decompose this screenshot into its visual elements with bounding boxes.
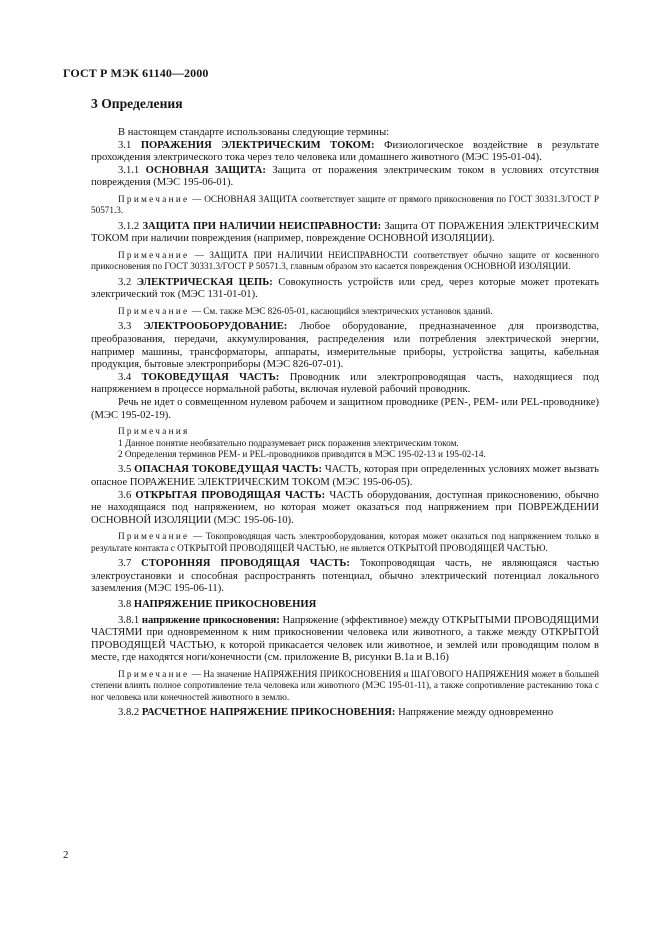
- note-3-6: Примечание — Токопроводящая часть электрооборудования, которая может оказаться под напряжением только в результате контакта с ОТКРЫТОЙ ПРОВОДЯЩЕЙ ЧАСТЬЮ, не является ОТКРЫТОЙ ПРОВОДЯЩЕЙ ЧАСТЬЮ.: [91, 531, 599, 553]
- definitions-body: [91, 127, 599, 720]
- intro-paragraph: В настоящем стандарте использованы следующие термины:: [118, 127, 390, 138]
- note-3-2: Примечание — См. также МЭС 826-05-01, касающийся электрических установок зданий.: [118, 305, 493, 316]
- definition-3-1-2: 3.1.2 ЗАЩИТА ПРИ НАЛИЧИИ НЕИСПРАВНОСТИ: Защита ОТ ПОРАЖЕНИЯ ЭЛЕКТРИЧЕСКИМ ТОКОМ при наличии повреждения (например, повреждение ОСНОВНОЙ ИЗОЛЯЦИИ).: [91, 220, 600, 245]
- note-line: 2 Определения терминов PEM- и PEL-проводников приводятся в МЭС 195-02-13 и 195-02-14.: [118, 448, 486, 459]
- term: ЭЛЕКТРООБОРУДОВАНИЕ:: [143, 321, 288, 333]
- definition-3-4: 3.4 ТОКОВЕДУЩАЯ ЧАСТЬ: Проводник или электропроводящая часть, находящиеся под напряжением в процессе нормальной работы, включая нулевой рабочий проводник.: [91, 371, 599, 396]
- definition-3-5: 3.5 ОПАСНАЯ ТОКОВЕДУЩАЯ ЧАСТЬ: ЧАСТЬ, которая при определенных условиях может вызвать опасное ПОРАЖЕНИЕ ЭЛЕКТРИЧЕСКИМ ТОКОМ (МЭС 195-06-05).: [91, 464, 599, 488]
- definition-3-8-1: 3.8.1 напряжение прикосновения: Напряжение (эффективное) между ОТКРЫТЫМИ ПРОВОДЯЩИМИ ЧАСТЯМИ при одновременном к ним прикосновении человека или животного, а также между ОТКРЫТОЙ ПРОВОДЯЩЕЙ ЧАСТЬЮ, к которой прикасается человек или животное, и землей или проводящим полом в месте, где находятся ноги/конечности (см. приложение В, рисунки В.1а и В.1б): [91, 614, 599, 664]
- definition-3-1-1: 3.1.1 ОСНОВНАЯ ЗАЩИТА: Защита от поражения электрическим током в условиях отсутствия повреждения (МЭС 195-06-01).: [91, 164, 600, 189]
- definition-3-8: 3.8 НАПРЯЖЕНИЕ ПРИКОСНОВЕНИЯ: [118, 598, 317, 610]
- term: ЗАЩИТА ПРИ НАЛИЧИИ НЕИСПРАВНОСТИ:: [142, 220, 382, 232]
- definition-3-8-2: 3.8.2 РАСЧЕТНОЕ НАПРЯЖЕНИЕ ПРИКОСНОВЕНИЯ: Напряжение между одновременно: [118, 707, 554, 719]
- note-3-1-2: Примечание — ЗАЩИТА ПРИ НАЛИЧИИ НЕИСПРАВНОСТИ соответствует обычно защите от косвенного прикосновения по ГОСТ 30331.3/ГОСТ Р 50571.3, главным образом это касается повреждения ОСНОВНОЙ ИЗОЛЯЦИИ.: [91, 249, 599, 272]
- document-header: ГОСТ Р МЭК 61140—2000: [63, 66, 209, 80]
- definition-3-2: 3.2 ЭЛЕКТРИЧЕСКАЯ ЦЕПЬ: Совокупность устройств или сред, через которые может протекать электрический ток (МЭС 131-01-01).: [91, 276, 599, 301]
- term: ЭЛЕКТРИЧЕСКАЯ ЦЕПЬ:: [136, 276, 273, 288]
- definition-3-1: 3.1 ПОРАЖЕНИЯ ЭЛЕКТРИЧЕСКИМ ТОКОМ: Физиологическое воздействие в результате прохождения электрического тока через тело человека или домашнего животного (МЭС 195-01-04).: [91, 139, 599, 164]
- note-3-1-1: Примечание — ОСНОВНАЯ ЗАЩИТА соответствует защите от прямого прикосновения по ГОСТ 30331.3/ГОСТ Р 50571.3.: [91, 193, 599, 216]
- term: ПОРАЖЕНИЯ ЭЛЕКТРИЧЕСКИМ ТОКОМ:: [140, 139, 375, 151]
- term: НАПРЯЖЕНИЕ ПРИКОСНОВЕНИЯ: [133, 598, 317, 610]
- page-number: 2: [63, 849, 69, 861]
- definition-3-6: 3.6 ОТКРЫТАЯ ПРОВОДЯЩАЯ ЧАСТЬ: ЧАСТЬ оборудования, доступная прикосновению, обычно не находящаяся под напряжением, но которая может оказаться под напряжением при ПОВРЕЖДЕНИИ ОСНОВНОЙ ИЗОЛЯЦИИ (МЭС 195-06-10).: [91, 489, 599, 526]
- note-3-8-1: Примечание — На значение НАПРЯЖЕНИЯ ПРИКОСНОВЕНИЯ и ШАГОВОГО НАПРЯЖЕНИЯ может в большей степени влиять полное сопротивление тела человека или животного (МЭС 195-01-11), а также сопротивление растеканию тока с ног человека или конечностей животного в землю.: [91, 668, 600, 702]
- section-title: 3 Определения: [91, 96, 183, 111]
- term: РАСЧЕТНОЕ НАПРЯЖЕНИЕ ПРИКОСНОВЕНИЯ:: [141, 707, 396, 719]
- term: ОСНОВНАЯ ЗАЩИТА:: [145, 164, 266, 176]
- note-line: 1 Данное понятие необязательно подразумевает риск поражения электрическим током.: [118, 437, 459, 448]
- paragraph-3-4-continued: Речь не идет о совмещенном нулевом рабочем и защитном проводнике (PEN-, PEM- или PEL-проводнике) (МЭС 195-02-19).: [91, 396, 599, 421]
- definition-3-3: 3.3 ЭЛЕКТРООБОРУДОВАНИЕ: Любое оборудование, предназначенное для производства, преобразования, передачи, аккумулирования, распределения или потребления электрической энергии, например машины, трансформаторы, аппараты, измерительные приборы, устройства защиты, кабельная продукция, бытовые электроприборы (МЭС 826-07-01).: [91, 321, 599, 371]
- term: ОПАСНАЯ ТОКОВЕДУЩАЯ ЧАСТЬ:: [134, 464, 322, 476]
- definition-3-7: 3.7 СТОРОННЯЯ ПРОВОДЯЩАЯ ЧАСТЬ: Токопроводящая часть, не являющаяся частью электроустановки и способная распространять потенциал, обычно электрический потенциал локального заземления (МЭС 195-06-11).: [91, 558, 599, 595]
- notes-label: Примечания: [118, 426, 190, 437]
- notes-3-4: [91, 426, 599, 460]
- term: ОТКРЫТАЯ ПРОВОДЯЩАЯ ЧАСТЬ:: [135, 489, 326, 501]
- term: напряжение прикосновения:: [141, 614, 280, 626]
- term: ТОКОВЕДУЩАЯ ЧАСТЬ:: [141, 371, 280, 383]
- term: СТОРОННЯЯ ПРОВОДЯЩАЯ ЧАСТЬ:: [141, 558, 350, 570]
